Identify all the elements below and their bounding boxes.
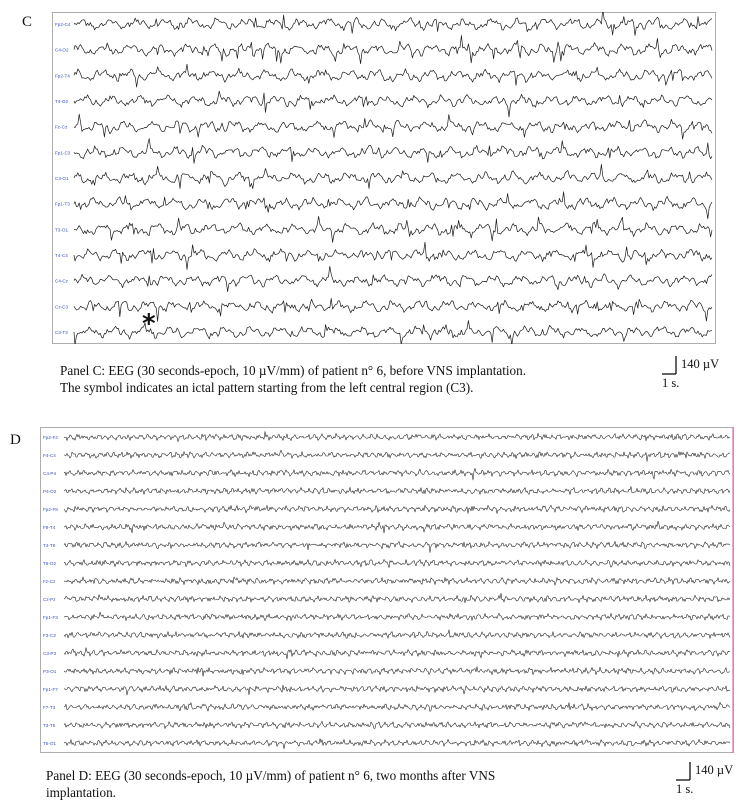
panel-c-scale-time: 1 s. — [662, 376, 680, 390]
channel-label: Fz-Cz — [43, 579, 56, 584]
channel-label: Cz-Pz — [43, 597, 56, 602]
channel-label: T6-O2 — [43, 561, 57, 566]
ictal-onset-marker: * — [142, 309, 156, 339]
channel-label: F8-T4 — [43, 525, 56, 530]
eeg-trace — [74, 139, 712, 164]
channel-label: T4-C4 — [55, 253, 68, 258]
channel-label: T5-O1 — [43, 741, 57, 746]
channel-label: Fp1-F3 — [43, 615, 58, 620]
eeg-trace — [64, 612, 730, 621]
panel-c-eeg-traces — [52, 12, 716, 344]
panel-d-scale-time: 1 s. — [676, 782, 694, 796]
eeg-trace — [64, 450, 730, 461]
panel-d-scale-bar — [674, 760, 746, 800]
panel_d-frame — [41, 428, 734, 753]
channel-label: Fp2-F4 — [43, 435, 58, 440]
eeg-trace — [64, 577, 730, 585]
eeg-trace — [74, 298, 712, 321]
channel-label: F7-T3 — [43, 705, 56, 710]
eeg-trace — [64, 739, 730, 749]
channel-label: Cz-C3 — [55, 304, 69, 310]
panel-c-caption-line-1: Panel C: EEG (30 seconds-epoch, 10 µV/mm) of patient n° 6, before VNS implantation. — [60, 363, 527, 378]
eeg-trace — [74, 321, 712, 345]
panel-d-caption-line-1: Panel D: EEG (30 seconds-epoch, 10 µV/mm) of patient n° 6, two months after VNS — [46, 768, 496, 783]
channel-label: P3-O1 — [43, 669, 57, 674]
panel-c-scale-bar-lines — [660, 354, 680, 376]
panel-c-caption-line-2: The symbol indicates an ictal pattern starting from the left central region (C3). — [60, 380, 474, 395]
channel-label: C4-P4 — [43, 471, 57, 476]
eeg-trace — [74, 91, 712, 117]
eeg-trace — [74, 114, 712, 139]
eeg-trace — [64, 648, 730, 659]
eeg-trace — [64, 505, 730, 513]
panel-c-letter: C — [22, 14, 33, 30]
eeg-trace — [74, 12, 712, 35]
panel-d-eeg-recording — [40, 427, 734, 753]
channel-label: P4-O2 — [43, 489, 57, 494]
panel-c-scale-bar — [660, 354, 740, 390]
eeg-trace — [74, 36, 712, 64]
eeg-trace — [64, 521, 730, 533]
channel-label: F4-C4 — [43, 453, 56, 458]
panel-c-caption — [60, 362, 620, 396]
channel-label: T3-O1 — [55, 227, 69, 233]
channel-label: Fp1-T3 — [55, 201, 70, 207]
channel-label: T4-O2 — [55, 99, 69, 104]
eeg-trace — [74, 164, 712, 188]
channel-label: C4-Cz — [55, 278, 69, 284]
channel-label: Fp1-C3 — [55, 150, 71, 156]
eeg-trace — [64, 487, 730, 495]
channel-label: Fp2-F8 — [43, 507, 58, 512]
eeg-trace — [64, 667, 730, 677]
eeg-trace — [64, 541, 730, 552]
eeg-trace — [64, 593, 730, 603]
channel-label: F3-C3 — [43, 633, 56, 638]
eeg-trace — [74, 266, 712, 291]
channel-label: C4-O2 — [55, 47, 69, 53]
panel-c-scale-amplitude: 140 µV — [681, 357, 720, 371]
eeg-trace — [74, 216, 712, 242]
panel-d-caption — [46, 767, 626, 801]
channel-label: Fz-Cz — [55, 124, 68, 130]
eeg-trace — [74, 242, 712, 269]
channel-label: T3-T5 — [43, 723, 56, 728]
panel-c-eeg-recording — [52, 12, 716, 344]
channel-label: T4-T6 — [43, 543, 56, 548]
channel-label: Fp1-F7 — [43, 687, 58, 692]
channel-label: C3-O1 — [55, 176, 69, 181]
channel-label: C3-T3 — [55, 330, 68, 335]
eeg-trace — [64, 721, 730, 728]
channel-label: C3-P3 — [43, 651, 57, 656]
eeg-trace — [64, 559, 730, 567]
panel-d-letter: D — [10, 432, 21, 448]
eeg-trace — [74, 192, 712, 219]
eeg-trace — [64, 431, 730, 441]
eeg-trace — [64, 468, 730, 480]
channel-label: Fp2-C4 — [55, 22, 71, 27]
panel-d-scale-amplitude: 140 µV — [695, 763, 734, 777]
panel-d-eeg-traces — [40, 427, 734, 753]
eeg-trace — [74, 64, 712, 87]
channel-label: Fp2-T4 — [55, 73, 70, 79]
panel-d-caption-line-2: implantation. — [46, 785, 116, 800]
eeg-trace — [64, 685, 730, 695]
eeg-trace — [64, 702, 730, 711]
eeg-trace — [64, 630, 730, 639]
panel-d-scale-bar-lines — [674, 760, 694, 782]
